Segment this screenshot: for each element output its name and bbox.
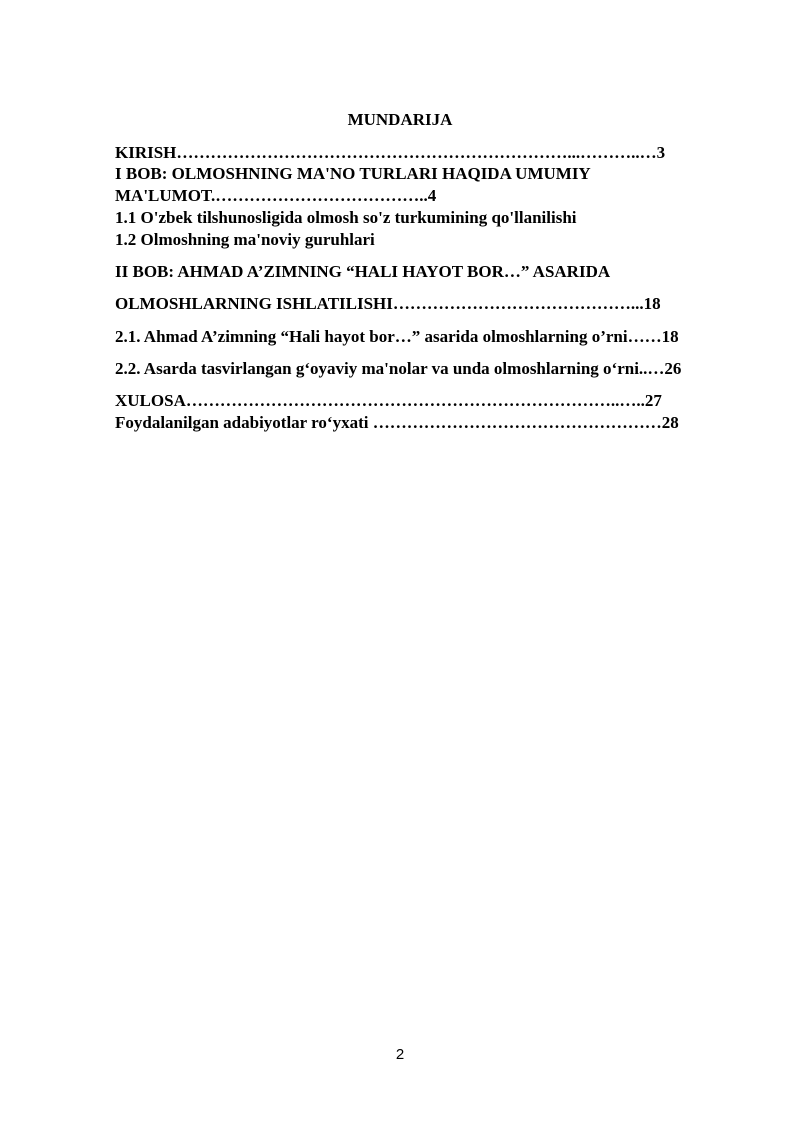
toc-entry-section-1-1: 1.1 O'zbek tilshunosligida olmosh so'z turkumining qo'llanilishi [115,208,577,227]
toc-entry-chapter-1-line-1: I BOB: OLMOSHNING MA'NO TURLARI HAQIDA UMUMIY [115,164,591,183]
page-number: 2 [395,1046,405,1063]
toc-entry-references: Foydalanilgan adabiyotlar ro‘yxati ……………………………………………28 [115,413,679,432]
toc-entry-chapter-2-line-1: II BOB: AHMAD A’ZIMNING “HALI HAYOT BOR…” ASARIDA [115,262,611,281]
toc-entry-kirish: KIRISH……………………………………………………………...………..…3 [115,143,666,162]
toc-entry-xulosa: XULOSA…………………………………………………………………..…..27 [115,391,662,410]
toc-entry-chapter-2-line-2: OLMOSHLARNING ISHLATILISHI……………………………………...18 [115,294,661,313]
toc-entry-section-2-2: 2.2. Asarda tasvirlangan g‘oyaviy ma'nolar va unda olmoshlarning o‘rni..…26 [115,359,682,378]
toc-title: MUNDARIJA [347,110,453,129]
toc-entry-section-1-2: 1.2 Olmoshning ma'noviy guruhlari [115,230,375,249]
toc-entry-chapter-1-line-2: MA'LUMOT.………………………………..4 [115,186,437,205]
toc-entry-section-2-1: 2.1. Ahmad A’zimning “Hali hayot bor…” asarida olmoshlarning o’rni……18 [115,327,679,346]
